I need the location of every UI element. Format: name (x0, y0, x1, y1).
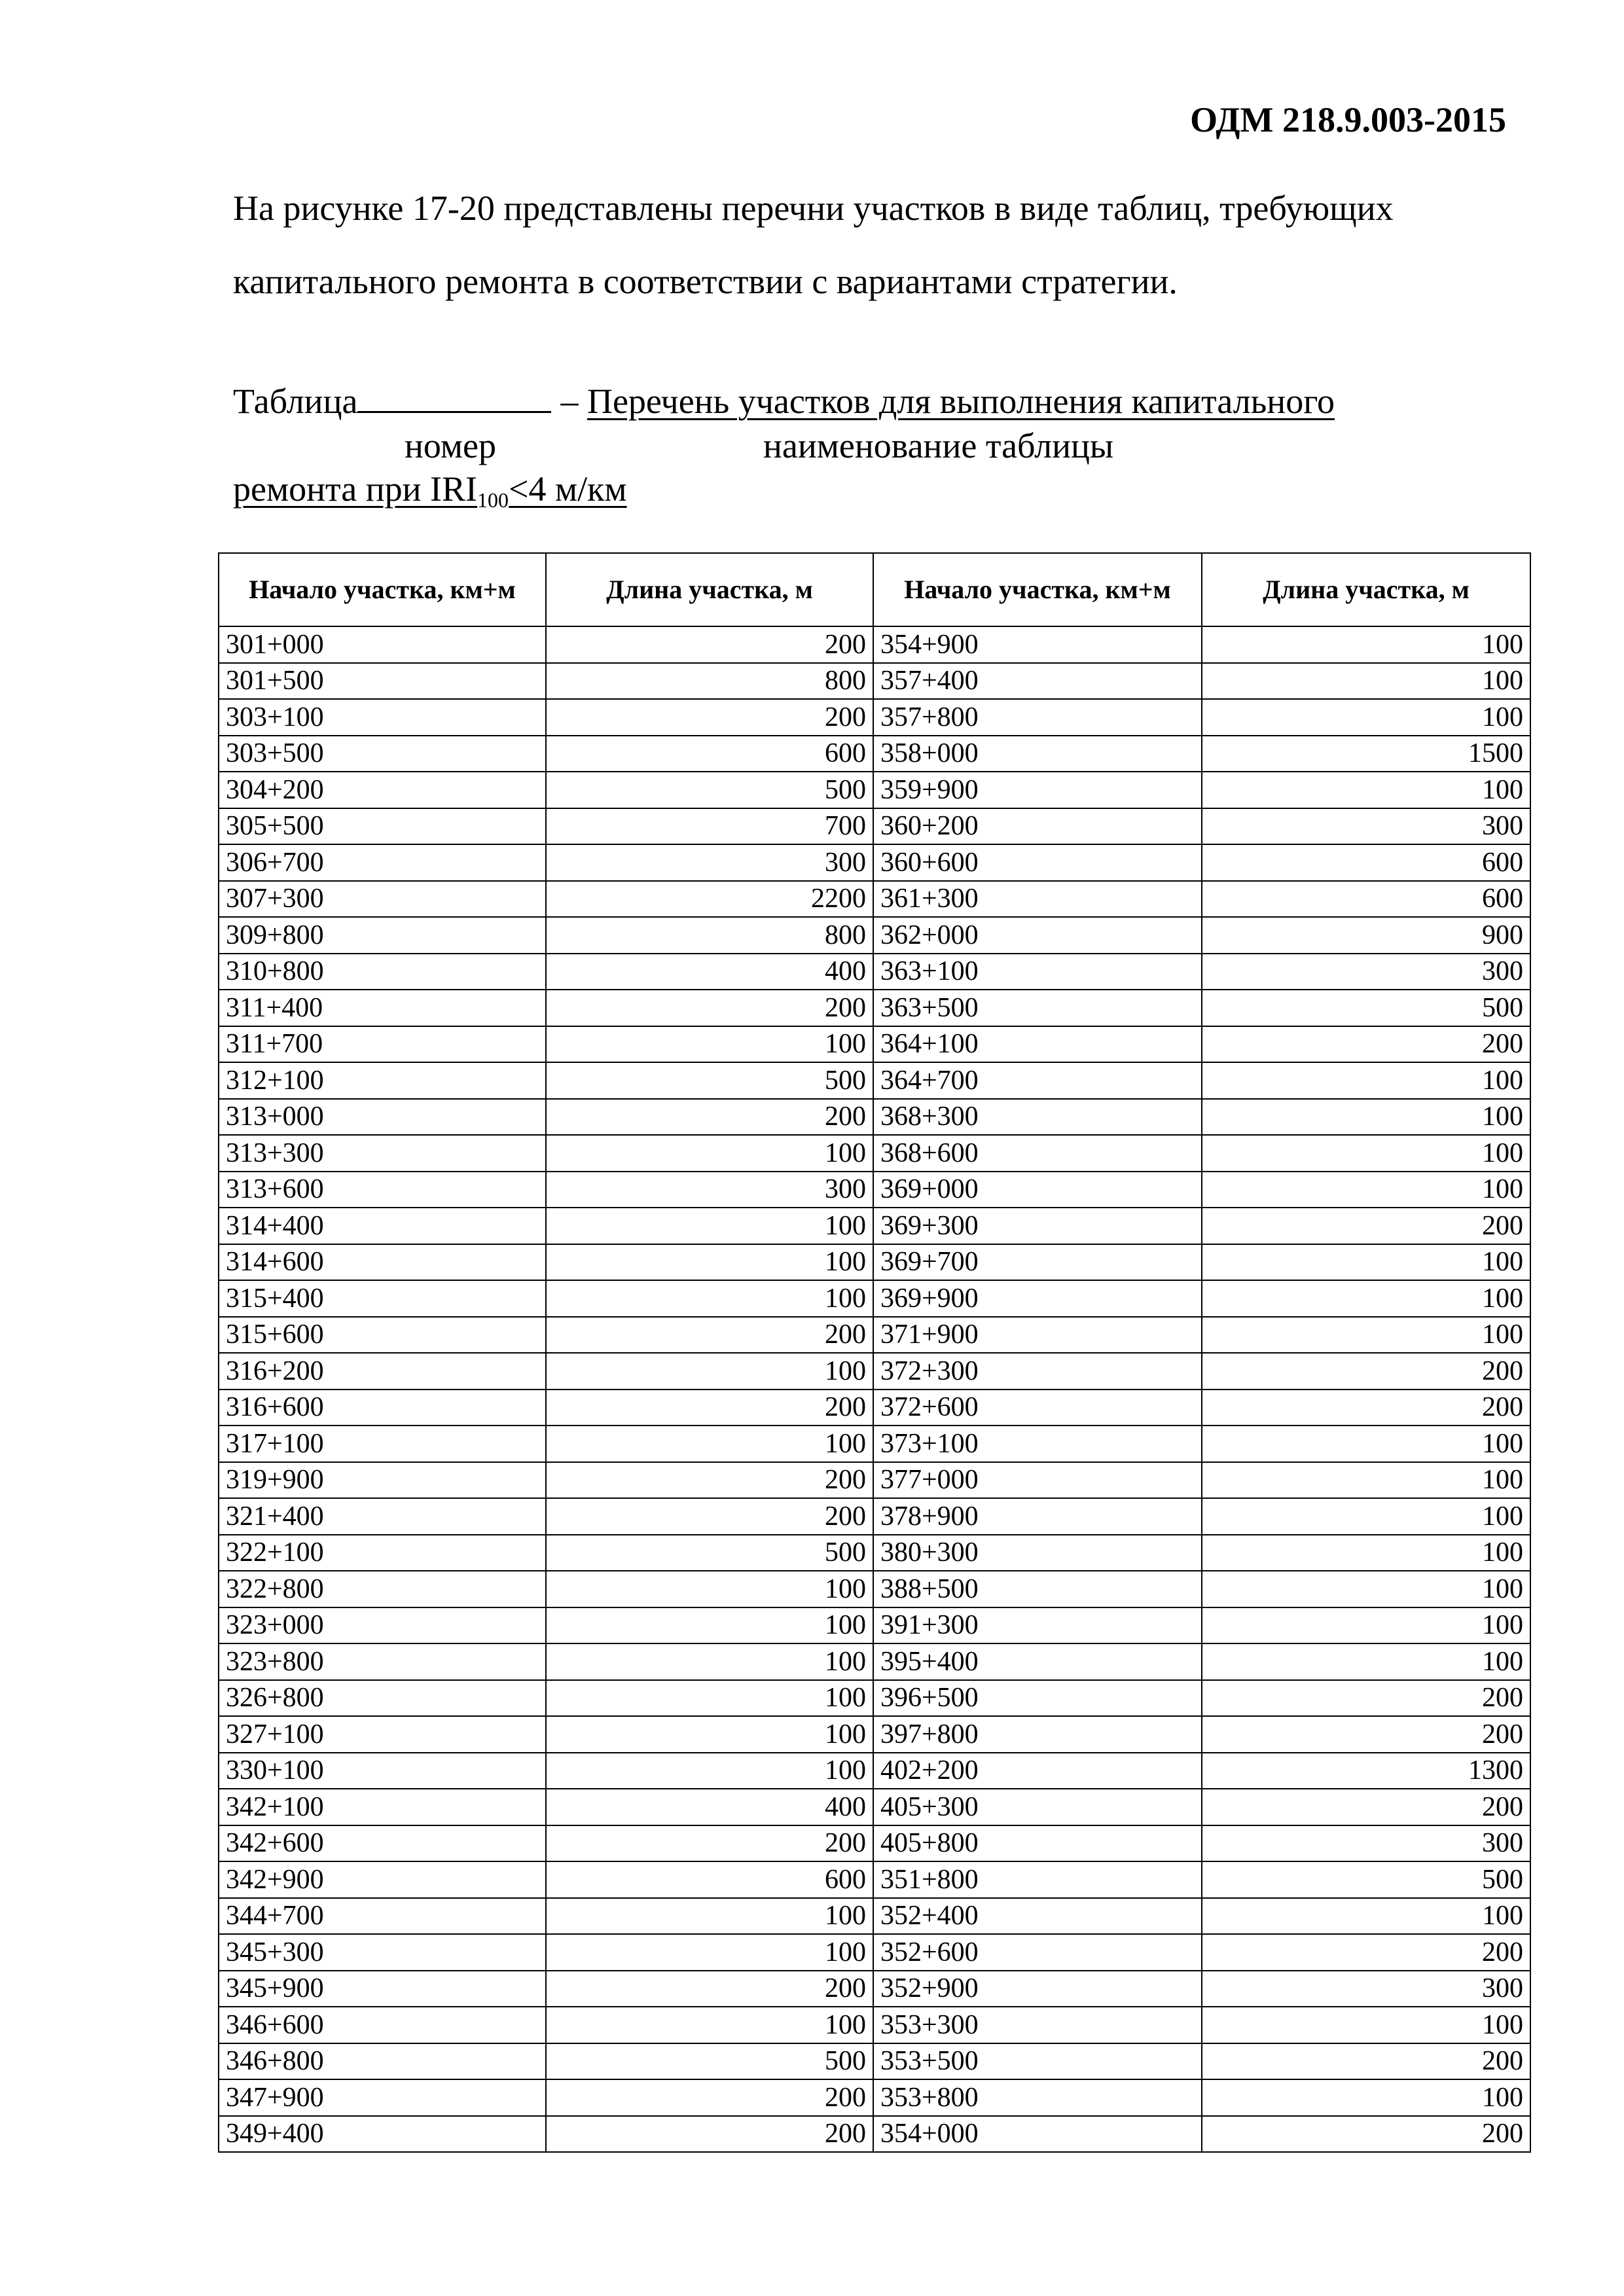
table-row (219, 844, 1530, 881)
length-cell: 100 (1202, 1135, 1530, 1172)
table-row (219, 954, 1530, 990)
caption-dash: – (560, 382, 579, 421)
length-cell: 500 (546, 1062, 873, 1099)
length-cell: 600 (1202, 881, 1530, 918)
start-km-cell: 347+900 (219, 2079, 546, 2116)
length-cell: 200 (546, 626, 873, 663)
start-km-cell: 314+600 (219, 1244, 546, 1281)
start-km-cell: 301+500 (219, 663, 546, 700)
length-cell: 2200 (546, 881, 873, 918)
length-cell: 100 (546, 1607, 873, 1644)
length-cell: 100 (546, 1898, 873, 1935)
start-km-cell: 380+300 (873, 1535, 1202, 1571)
table-row (219, 1353, 1530, 1390)
length-cell: 100 (1202, 2007, 1530, 2043)
start-km-cell: 342+600 (219, 1825, 546, 1862)
start-km-cell: 311+700 (219, 1026, 546, 1063)
length-cell: 200 (546, 2116, 873, 2153)
start-km-cell: 369+300 (873, 1208, 1202, 1244)
start-km-cell: 368+300 (873, 1099, 1202, 1136)
length-cell: 1500 (1202, 736, 1530, 772)
start-km-cell: 368+600 (873, 1135, 1202, 1172)
caption-subscript: 100 (477, 488, 509, 512)
length-cell: 100 (1202, 1898, 1530, 1935)
length-cell: 100 (546, 1135, 873, 1172)
table-row (219, 1861, 1530, 1898)
length-cell: 200 (1202, 1208, 1530, 1244)
start-km-cell: 317+100 (219, 1426, 546, 1462)
length-cell: 100 (1202, 772, 1530, 808)
start-km-cell: 371+900 (873, 1317, 1202, 1354)
length-cell: 100 (1202, 1426, 1530, 1462)
start-km-cell: 346+800 (219, 2043, 546, 2080)
caption-hint-name: наименование таблицы (763, 426, 1114, 465)
length-cell: 200 (1202, 1026, 1530, 1063)
start-km-cell: 313+600 (219, 1172, 546, 1208)
length-cell: 500 (546, 772, 873, 808)
length-cell: 300 (546, 1172, 873, 1208)
header-start-2: Начало участка, км+м (873, 553, 1202, 626)
length-cell: 100 (546, 1753, 873, 1789)
length-cell: 200 (546, 1099, 873, 1136)
table-row (219, 1135, 1530, 1172)
length-cell: 200 (546, 990, 873, 1026)
table-row (219, 699, 1530, 736)
start-km-cell: 360+600 (873, 844, 1202, 881)
start-km-cell: 361+300 (873, 881, 1202, 918)
table-row (219, 2007, 1530, 2043)
table-row (219, 1825, 1530, 1862)
length-cell: 100 (546, 1426, 873, 1462)
table-row (219, 1390, 1530, 1426)
length-cell: 100 (1202, 1280, 1530, 1317)
length-cell: 1300 (1202, 1753, 1530, 1789)
length-cell: 100 (546, 1571, 873, 1607)
start-km-cell: 319+900 (219, 1462, 546, 1499)
start-km-cell: 352+600 (873, 1934, 1202, 1971)
start-km-cell: 354+000 (873, 2116, 1202, 2153)
start-km-cell: 369+900 (873, 1280, 1202, 1317)
length-cell: 200 (1202, 1390, 1530, 1426)
start-km-cell: 358+000 (873, 736, 1202, 772)
length-cell: 200 (546, 2079, 873, 2116)
start-km-cell: 372+600 (873, 1390, 1202, 1426)
table-body (219, 626, 1530, 2152)
table-header-row (219, 553, 1530, 626)
length-cell: 100 (1202, 1498, 1530, 1535)
start-km-cell: 352+400 (873, 1898, 1202, 1935)
caption-title-line-1: Перечень участков для выполнения капитального (586, 382, 1335, 421)
table-row (219, 1280, 1530, 1317)
table-row (219, 1498, 1530, 1535)
table-row (219, 1643, 1530, 1680)
length-cell: 100 (1202, 1643, 1530, 1680)
start-km-cell: 315+600 (219, 1317, 546, 1354)
start-km-cell: 327+100 (219, 1716, 546, 1753)
start-km-cell: 315+400 (219, 1280, 546, 1317)
length-cell: 200 (1202, 1789, 1530, 1825)
length-cell: 100 (1202, 1571, 1530, 1607)
length-cell: 100 (546, 1643, 873, 1680)
table-row (219, 990, 1530, 1026)
sections-table (218, 552, 1531, 2153)
length-cell: 100 (1202, 699, 1530, 736)
start-km-cell: 405+800 (873, 1825, 1202, 1862)
start-km-cell: 353+300 (873, 2007, 1202, 2043)
start-km-cell: 304+200 (219, 772, 546, 808)
table-row (219, 736, 1530, 772)
table-number-blank (357, 378, 551, 413)
table-row (219, 1971, 1530, 2007)
start-km-cell: 316+200 (219, 1353, 546, 1390)
length-cell: 500 (546, 2043, 873, 2080)
length-cell: 200 (1202, 1716, 1530, 1753)
start-km-cell: 330+100 (219, 1753, 546, 1789)
length-cell: 100 (546, 1208, 873, 1244)
start-km-cell: 321+400 (219, 1498, 546, 1535)
table-row (219, 1789, 1530, 1825)
length-cell: 800 (546, 917, 873, 954)
header-start-1: Начало участка, км+м (219, 553, 546, 626)
length-cell: 200 (546, 699, 873, 736)
start-km-cell: 378+900 (873, 1498, 1202, 1535)
length-cell: 100 (1202, 663, 1530, 700)
table-row (219, 1607, 1530, 1644)
length-cell: 300 (546, 844, 873, 881)
table-row (219, 626, 1530, 663)
start-km-cell: 396+500 (873, 1680, 1202, 1717)
start-km-cell: 323+000 (219, 1607, 546, 1644)
length-cell: 200 (1202, 1934, 1530, 1971)
start-km-cell: 352+900 (873, 1971, 1202, 2007)
table-row (219, 1571, 1530, 1607)
header-length-1: Длина участка, м (546, 553, 873, 626)
caption-prefix: Таблица (233, 382, 358, 421)
start-km-cell: 312+100 (219, 1062, 546, 1099)
table-row (219, 808, 1530, 845)
length-cell: 100 (1202, 1607, 1530, 1644)
table-row (219, 2043, 1530, 2080)
start-km-cell: 388+500 (873, 1571, 1202, 1607)
start-km-cell: 322+100 (219, 1535, 546, 1571)
start-km-cell: 405+300 (873, 1789, 1202, 1825)
length-cell: 400 (546, 954, 873, 990)
start-km-cell: 342+900 (219, 1861, 546, 1898)
start-km-cell: 346+600 (219, 2007, 546, 2043)
length-cell: 100 (546, 1353, 873, 1390)
start-km-cell: 314+400 (219, 1208, 546, 1244)
start-km-cell: 301+000 (219, 626, 546, 663)
table-row (219, 1934, 1530, 1971)
start-km-cell: 313+300 (219, 1135, 546, 1172)
length-cell: 100 (546, 1716, 873, 1753)
start-km-cell: 364+100 (873, 1026, 1202, 1063)
length-cell: 100 (546, 1026, 873, 1063)
length-cell: 200 (1202, 2116, 1530, 2153)
length-cell: 200 (546, 1390, 873, 1426)
start-km-cell: 342+100 (219, 1789, 546, 1825)
length-cell: 200 (546, 1317, 873, 1354)
start-km-cell: 306+700 (219, 844, 546, 881)
start-km-cell: 310+800 (219, 954, 546, 990)
start-km-cell: 303+100 (219, 699, 546, 736)
start-km-cell: 395+400 (873, 1643, 1202, 1680)
length-cell: 100 (546, 1280, 873, 1317)
length-cell: 100 (1202, 1535, 1530, 1571)
table-caption-line-2 (233, 469, 627, 512)
length-cell: 300 (1202, 1971, 1530, 2007)
start-km-cell: 349+400 (219, 2116, 546, 2153)
start-km-cell: 363+100 (873, 954, 1202, 990)
start-km-cell: 326+800 (219, 1680, 546, 1717)
start-km-cell: 323+800 (219, 1643, 546, 1680)
start-km-cell: 360+200 (873, 808, 1202, 845)
table-row (219, 1244, 1530, 1281)
start-km-cell: 357+400 (873, 663, 1202, 700)
start-km-cell: 372+300 (873, 1353, 1202, 1390)
length-cell: 300 (1202, 808, 1530, 845)
length-cell: 100 (546, 2007, 873, 2043)
length-cell: 300 (1202, 954, 1530, 990)
table-row (219, 772, 1530, 808)
length-cell: 200 (546, 1498, 873, 1535)
caption-title-line-2: ремонта при IRI (233, 469, 478, 509)
length-cell: 700 (546, 808, 873, 845)
table-row (219, 2116, 1530, 2153)
caption-hint-number: номер (405, 426, 497, 465)
start-km-cell: 354+900 (873, 626, 1202, 663)
table-row (219, 1716, 1530, 1753)
start-km-cell: 344+700 (219, 1898, 546, 1935)
table-caption-line-1 (233, 378, 1335, 422)
table-row (219, 1062, 1530, 1099)
header-length-2: Длина участка, м (1202, 553, 1530, 626)
start-km-cell: 377+000 (873, 1462, 1202, 1499)
caption-title-line-2-end: <4 м/км (509, 469, 627, 509)
length-cell: 600 (1202, 844, 1530, 881)
length-cell: 100 (1202, 626, 1530, 663)
start-km-cell: 364+700 (873, 1062, 1202, 1099)
start-km-cell: 397+800 (873, 1716, 1202, 1753)
intro-paragraph: На рисунке 17-20 представлены перечни участков в виде таблиц, требующих капитального ремонта в соответствии с вариантами стратегии. (233, 188, 1394, 301)
length-cell: 200 (1202, 1353, 1530, 1390)
length-cell: 600 (546, 1861, 873, 1898)
length-cell: 100 (546, 1244, 873, 1281)
length-cell: 200 (1202, 2043, 1530, 2080)
table-row (219, 2079, 1530, 2116)
table-row (219, 663, 1530, 700)
start-km-cell: 309+800 (219, 917, 546, 954)
table-row (219, 1898, 1530, 1935)
start-km-cell: 303+500 (219, 736, 546, 772)
table-row (219, 1172, 1530, 1208)
start-km-cell: 311+400 (219, 990, 546, 1026)
start-km-cell: 353+800 (873, 2079, 1202, 2116)
length-cell: 100 (1202, 2079, 1530, 2116)
start-km-cell: 369+700 (873, 1244, 1202, 1281)
start-km-cell: 307+300 (219, 881, 546, 918)
length-cell: 100 (1202, 1317, 1530, 1354)
length-cell: 400 (546, 1789, 873, 1825)
start-km-cell: 362+000 (873, 917, 1202, 954)
table-row (219, 1099, 1530, 1136)
length-cell: 500 (1202, 990, 1530, 1026)
start-km-cell: 353+500 (873, 2043, 1202, 2080)
start-km-cell: 316+600 (219, 1390, 546, 1426)
start-km-cell: 305+500 (219, 808, 546, 845)
start-km-cell: 345+300 (219, 1934, 546, 1971)
table-row (219, 1208, 1530, 1244)
length-cell: 500 (1202, 1861, 1530, 1898)
length-cell: 100 (1202, 1462, 1530, 1499)
length-cell: 800 (546, 663, 873, 700)
table-row (219, 1753, 1530, 1789)
start-km-cell: 391+300 (873, 1607, 1202, 1644)
start-km-cell: 345+900 (219, 1971, 546, 2007)
table-row (219, 881, 1530, 918)
length-cell: 100 (546, 1680, 873, 1717)
start-km-cell: 351+800 (873, 1861, 1202, 1898)
table-row (219, 1317, 1530, 1354)
start-km-cell: 359+900 (873, 772, 1202, 808)
start-km-cell: 369+000 (873, 1172, 1202, 1208)
length-cell: 100 (1202, 1172, 1530, 1208)
table-row (219, 1680, 1530, 1717)
start-km-cell: 313+000 (219, 1099, 546, 1136)
document-code: ОДМ 218.9.003-2015 (1190, 100, 1506, 139)
length-cell: 900 (1202, 917, 1530, 954)
length-cell: 100 (546, 1934, 873, 1971)
length-cell: 200 (546, 1971, 873, 2007)
table-row (219, 917, 1530, 954)
length-cell: 200 (546, 1825, 873, 1862)
start-km-cell: 373+100 (873, 1426, 1202, 1462)
length-cell: 200 (546, 1462, 873, 1499)
table-row (219, 1426, 1530, 1462)
length-cell: 600 (546, 736, 873, 772)
start-km-cell: 322+800 (219, 1571, 546, 1607)
length-cell: 100 (1202, 1062, 1530, 1099)
length-cell: 500 (546, 1535, 873, 1571)
table-row (219, 1026, 1530, 1063)
length-cell: 200 (1202, 1680, 1530, 1717)
table-row (219, 1462, 1530, 1499)
length-cell: 100 (1202, 1099, 1530, 1136)
start-km-cell: 363+500 (873, 990, 1202, 1026)
table-row (219, 1535, 1530, 1571)
length-cell: 100 (1202, 1244, 1530, 1281)
length-cell: 300 (1202, 1825, 1530, 1862)
start-km-cell: 402+200 (873, 1753, 1202, 1789)
start-km-cell: 357+800 (873, 699, 1202, 736)
